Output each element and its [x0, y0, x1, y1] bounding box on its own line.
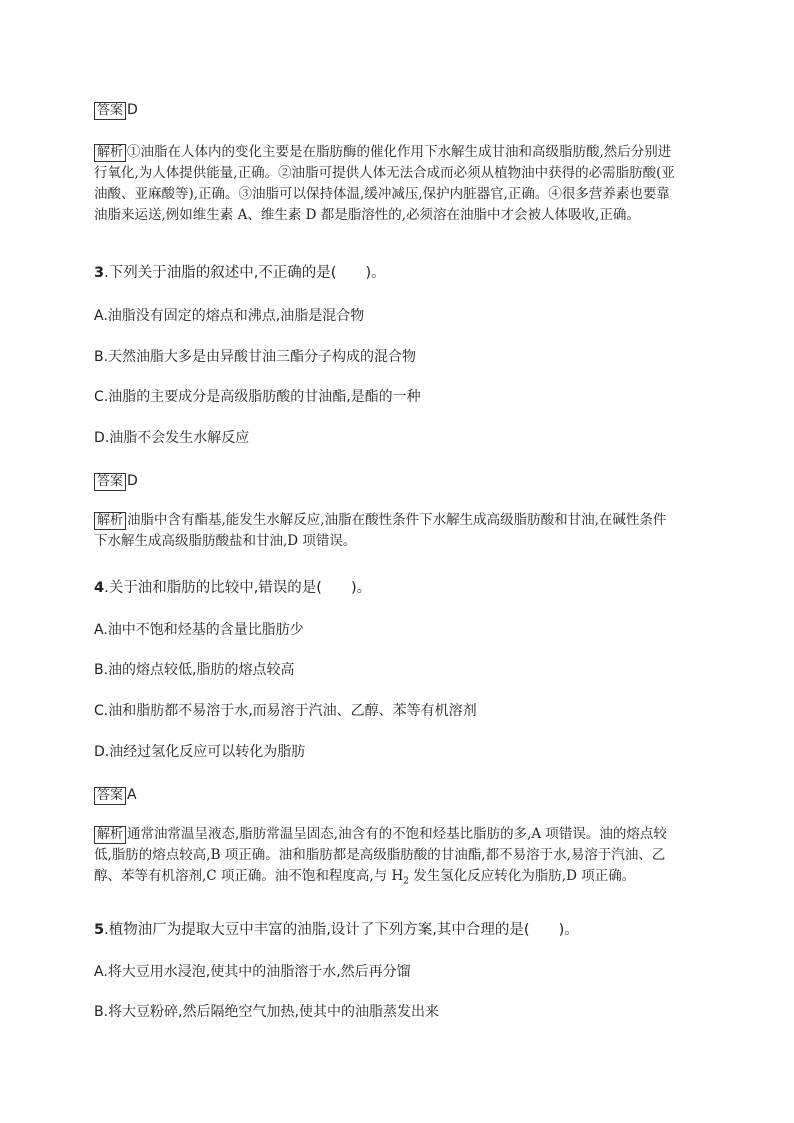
analysis-line: 解析 油脂中含有酯基,能发生水解反应,油脂在酸性条件下水解生成高级脂肪酸和甘油,在碱性条件 [94, 510, 706, 531]
question-number: 3 [94, 265, 105, 281]
option-a: A.油中不饱和烃基的含量比脂肪少 [94, 622, 304, 638]
analysis-line: 行氧化,为人体提供能量,正确。②油脂可提供人体无法合成而必须从植物油中获得的必需脂肪酸(亚 [94, 165, 675, 181]
option-b: B.天然油脂大多是由异酸甘油三酯分子构成的混合物 [94, 349, 417, 365]
analysis-block [94, 824, 706, 893]
question-number: 5 [94, 922, 105, 938]
analysis-line: 解析 通常油常温呈液态,脂肪常温呈固态,油含有的不饱和烃基比脂肪的多,A 项错误。油的熔点较 [94, 824, 706, 845]
question-number: 4 [94, 580, 105, 596]
option-b: B.将大豆粉碎,然后隔绝空气加热,使其中的油脂蒸发出来 [94, 1004, 439, 1020]
answer-row [94, 99, 706, 120]
analysis-block [94, 142, 706, 226]
question-5-stem: 5.植物油厂为提取大豆中丰富的油脂,设计了下列方案,其中合理的是( )。 [94, 922, 579, 938]
analysis-label: 解析 [94, 826, 126, 844]
answer-value: A [127, 787, 137, 803]
question-4-stem: 4.关于油和脂肪的比较中,错误的是( )。 [94, 580, 372, 596]
answer-value: D [127, 473, 138, 489]
analysis-line: 油酸、亚麻酸等),正确。③油脂可以保持体温,缓冲减压,保护内脏器官,正确。④很多营养素也要靠 [94, 186, 670, 202]
analysis-line: 下水解生成高级脂肪酸盐和甘油,D 项错误。 [94, 533, 357, 549]
analysis-line: 醇、苯等有机溶剂,C 项正确。油不饱和程度高,与 $H_2$ 发生氢化反应转化为脂肪,D 项正确。 [94, 868, 636, 887]
answer-label: 答案 [94, 473, 126, 491]
answer-row [94, 784, 706, 805]
analysis-line: 低,脂肪的熔点较高,B 项正确。油和脂肪都是高级脂肪酸的甘油酯,都不易溶于水,易溶于汽油、乙 [94, 847, 666, 863]
option-a: A.将大豆用水浸泡,使其中的油脂溶于水,然后再分馏 [94, 964, 411, 980]
analysis-label: 解析 [94, 144, 126, 162]
option-c: C.油脂的主要成分是高级脂肪酸的甘油酯,是酯的一种 [94, 389, 421, 405]
option-d: D.油经过氢化反应可以转化为脂肪 [94, 744, 306, 760]
analysis-label: 解析 [94, 512, 126, 530]
analysis-line: 油脂来运送,例如维生素 A、维生素 D 都是脂溶性的,必须溶在油脂中才会被人体吸收,正确。 [94, 207, 640, 223]
option-d: D.油脂不会发生水解反应 [94, 430, 250, 446]
option-b: B.油的熔点较低,脂肪的熔点较高 [94, 662, 295, 678]
option-a: A.油脂没有固定的熔点和沸点,油脂是混合物 [94, 308, 365, 324]
answer-row [94, 470, 706, 491]
answer-label: 答案 [94, 102, 126, 120]
answer-value: D [127, 102, 138, 118]
answer-label: 答案 [94, 787, 126, 805]
analysis-line: 解析 ①油脂在人体内的变化主要是在脂肪酶的催化作用下水解生成甘油和高级脂肪酸,然后分别进 [94, 142, 706, 163]
analysis-block [94, 510, 706, 552]
question-3-stem: 3.下列关于油脂的叙述中,不正确的是( )。 [94, 265, 386, 281]
option-c: C.油和脂肪都不易溶于水,而易溶于汽油、乙醇、苯等有机溶剂 [94, 703, 477, 719]
